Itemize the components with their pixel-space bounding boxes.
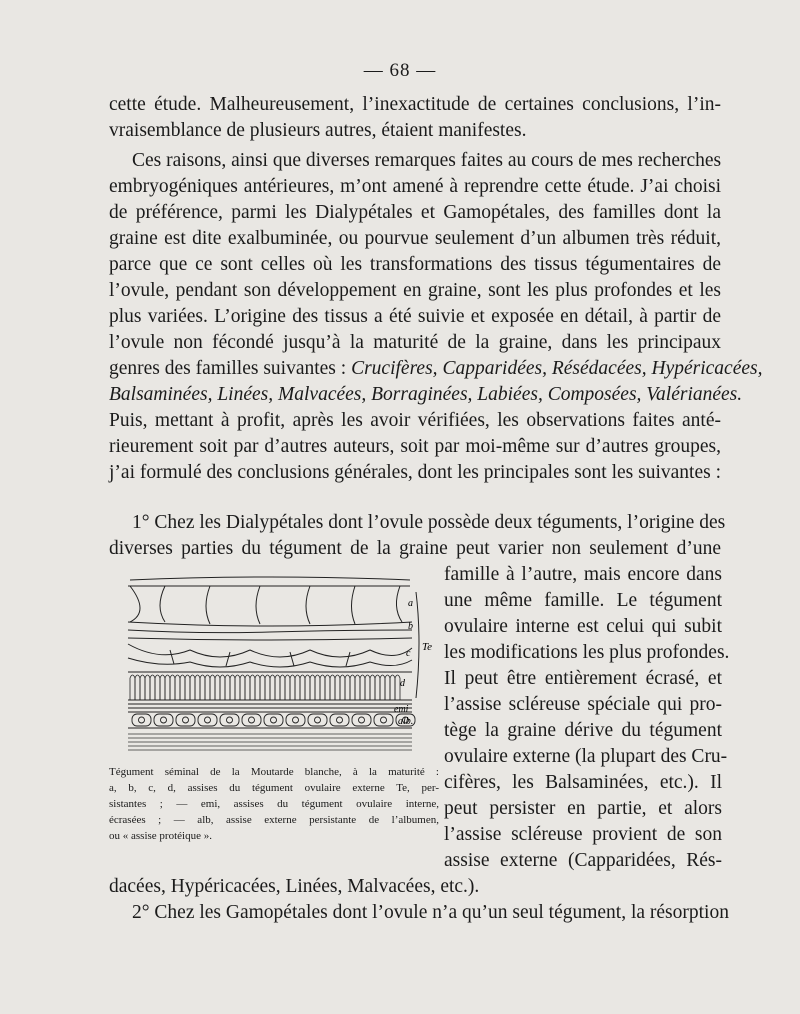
text-line: rieurement soit par d’autres auteurs, soit par moi-même sur d’autres groupes, bbox=[109, 436, 721, 457]
albumen-cell bbox=[154, 714, 173, 726]
palisade-cell bbox=[260, 675, 265, 700]
text-line: l’assise scléreuse spéciale qui pro- bbox=[444, 694, 722, 715]
text-line: 1° Chez les Dialypétales dont l’ovule possède deux téguments, l’origine des bbox=[132, 512, 726, 533]
albumen-cell-nucleus bbox=[249, 717, 255, 723]
family-borraginees: Borraginées, bbox=[371, 384, 473, 405]
palisade-cell bbox=[155, 675, 160, 700]
text-line: diverses parties du tégument de la graine peut varier non seulement d’une bbox=[109, 538, 721, 559]
caption-line: a, b, c, d, assises du tégument ovulaire externe Te, per- bbox=[109, 782, 439, 794]
albumen-cell bbox=[176, 714, 195, 726]
palisade-cell bbox=[370, 675, 375, 700]
text-line: Puis, mettant à profit, après les avoir vérifiées, les observations faites anté- bbox=[109, 410, 721, 431]
palisade-cell bbox=[165, 675, 170, 700]
text-line: cifères, les Balsaminées, etc.). Il bbox=[444, 772, 722, 793]
albumen-cell-nucleus bbox=[315, 717, 321, 723]
albumen-cell-nucleus bbox=[381, 717, 387, 723]
family-resedacees: Résédacées, bbox=[551, 358, 647, 379]
figure-label-emi: emi bbox=[394, 704, 409, 715]
seed-coat-illustration bbox=[110, 572, 436, 762]
families-prefix: genres des familles suivantes : bbox=[109, 358, 352, 379]
text-line: tège la graine dérive du tégument bbox=[444, 720, 722, 741]
text-line: assise externe (Capparidées, Rés- bbox=[444, 850, 722, 871]
seed-coat-figure bbox=[110, 572, 436, 762]
family-valerianees: Valérianées. bbox=[646, 384, 743, 405]
palisade-cell bbox=[345, 675, 350, 700]
palisade-cell bbox=[335, 675, 340, 700]
palisade-cell bbox=[355, 675, 360, 700]
palisade-cell bbox=[280, 675, 285, 700]
palisade-cell bbox=[255, 675, 260, 700]
albumen-cell bbox=[352, 714, 371, 726]
text-line: l’ovule, pendant son développement en graine, sont les plus profondes et les bbox=[109, 280, 721, 301]
page-number: — 68 — bbox=[363, 60, 437, 81]
caption-line: ou « assise protéique ». bbox=[109, 830, 212, 842]
palisade-cell bbox=[380, 675, 385, 700]
palisade-cell bbox=[265, 675, 270, 700]
palisade-cell bbox=[290, 675, 295, 700]
palisade-cell bbox=[385, 675, 390, 700]
family-labiees: Labiées, bbox=[477, 384, 543, 405]
palisade-cell bbox=[215, 675, 220, 700]
albumen-cell bbox=[308, 714, 327, 726]
palisade-cell bbox=[390, 675, 395, 700]
figure-label-d: d bbox=[400, 678, 405, 689]
caption-line: écrasées ; — alb, assise externe persistante de l’albumen, bbox=[109, 814, 439, 826]
figure-label-c: c bbox=[406, 648, 411, 659]
palisade-cell bbox=[360, 675, 365, 700]
caption-line: sistantes ; — emi, assises du tégument ovulaire interne, bbox=[109, 798, 439, 810]
palisade-cell bbox=[195, 675, 200, 700]
albumen-cell bbox=[198, 714, 217, 726]
family-composees: Composées, bbox=[547, 384, 642, 405]
text-line: j’ai formulé des conclusions générales, dont les principales sont les suivantes : bbox=[109, 462, 721, 483]
palisade-cell bbox=[270, 675, 275, 700]
palisade-cell bbox=[250, 675, 255, 700]
albumen-cell bbox=[242, 714, 261, 726]
text-line: plus variées. L’origine des tissus a été suivie et exposée en détail, à partir de bbox=[109, 306, 721, 327]
figure-label-alb: alb. bbox=[398, 716, 414, 727]
palisade-cell bbox=[130, 675, 135, 700]
family-malvacees: Malvacées, bbox=[278, 384, 367, 405]
palisade-cell bbox=[365, 675, 370, 700]
albumen-cell bbox=[286, 714, 305, 726]
caption-line: Tégument séminal de la Moutarde blanche, à la maturité : bbox=[109, 766, 439, 778]
palisade-cell bbox=[135, 675, 140, 700]
palisade-cell bbox=[140, 675, 145, 700]
palisade-cell bbox=[180, 675, 185, 700]
palisade-cell bbox=[225, 675, 230, 700]
text-line: dacées, Hypéricacées, Linées, Malvacées, etc.). bbox=[109, 876, 480, 897]
text-line: l’assise scléreuse provient de son bbox=[444, 824, 722, 845]
palisade-cell bbox=[275, 675, 280, 700]
palisade-cell bbox=[210, 675, 215, 700]
palisade-cell bbox=[285, 675, 290, 700]
palisade-cell bbox=[315, 675, 320, 700]
palisade-cell bbox=[300, 675, 305, 700]
text-line-families bbox=[109, 356, 763, 382]
palisade-cell bbox=[325, 675, 330, 700]
text-line: une même famille. Le tégument bbox=[444, 590, 722, 611]
family-balsaminees: Balsaminées, bbox=[109, 384, 213, 405]
palisade-cell bbox=[145, 675, 150, 700]
text-line: parce que ce sont celles où les transformations des tissus tégumentaires de bbox=[109, 254, 721, 275]
family-cruciferes: Crucifères, bbox=[351, 358, 438, 379]
albumen-cell-nucleus bbox=[227, 717, 233, 723]
figure-caption bbox=[109, 764, 439, 844]
text-line: peut persister en partie, et alors bbox=[444, 798, 722, 819]
text-line: les modifications les plus profondes. bbox=[444, 642, 730, 663]
palisade-cell bbox=[240, 675, 245, 700]
albumen-cell-nucleus bbox=[337, 717, 343, 723]
palisade-cell bbox=[200, 675, 205, 700]
albumen-cell bbox=[374, 714, 393, 726]
palisade-cell bbox=[175, 675, 180, 700]
text-line: Ces raisons, ainsi que diverses remarques faites au cours de mes recherches bbox=[132, 150, 722, 171]
text-line: de préférence, parmi les Dialypétales et Gamopétales, des familles dont la bbox=[109, 202, 721, 223]
albumen-cell bbox=[220, 714, 239, 726]
text-line: 2° Chez les Gamopétales dont l’ovule n’a qu’un seul tégument, la résorption bbox=[132, 902, 729, 923]
figure-label-b: b bbox=[408, 621, 413, 632]
albumen-cell-nucleus bbox=[271, 717, 277, 723]
palisade-cell bbox=[305, 675, 310, 700]
palisade-cell bbox=[245, 675, 250, 700]
palisade-cell bbox=[320, 675, 325, 700]
text-line: cette étude. Malheureusement, l’inexactitude de certaines conclusions, l’in- bbox=[109, 94, 721, 115]
palisade-cell bbox=[160, 675, 165, 700]
albumen-cell-nucleus bbox=[359, 717, 365, 723]
palisade-cell bbox=[330, 675, 335, 700]
figure-label-te: Te bbox=[422, 641, 432, 653]
palisade-cell bbox=[220, 675, 225, 700]
albumen-cell bbox=[264, 714, 283, 726]
text-line: l’ovule non fécondé jusqu’à la maturité de la graine, dans les principaux bbox=[109, 332, 721, 353]
text-line: famille à l’autre, mais encore dans bbox=[444, 564, 722, 585]
palisade-cell bbox=[230, 675, 235, 700]
text-line: ovulaire interne est celui qui subit bbox=[444, 616, 722, 637]
albumen-cell-nucleus bbox=[293, 717, 299, 723]
albumen-cell bbox=[132, 714, 151, 726]
text-line: vraisemblance de plusieurs autres, étaient manifestes. bbox=[109, 120, 527, 141]
albumen-cell-nucleus bbox=[205, 717, 211, 723]
palisade-cell bbox=[205, 675, 210, 700]
family-linees: Linées, bbox=[217, 384, 274, 405]
palisade-cell bbox=[185, 675, 190, 700]
text-line: graine est dite exalbuminée, ou pourvue seulement d’un albumen très réduit, bbox=[109, 228, 721, 249]
palisade-cell bbox=[375, 675, 380, 700]
palisade-cell bbox=[340, 675, 345, 700]
palisade-cell bbox=[310, 675, 315, 700]
albumen-cell-nucleus bbox=[139, 717, 145, 723]
text-line: ovulaire externe (la plupart des Cru- bbox=[444, 746, 728, 767]
albumen-cell bbox=[330, 714, 349, 726]
palisade-cell bbox=[295, 675, 300, 700]
text-line: embryogéniques antérieures, m’ont amené à reprendre cette étude. J’ai choisi bbox=[109, 176, 721, 197]
family-hypericacees: Hypéricacées, bbox=[651, 358, 763, 379]
text-line-families-2 bbox=[109, 382, 743, 408]
palisade-cell bbox=[170, 675, 175, 700]
figure-label-a: a bbox=[408, 598, 413, 609]
text-line: Il peut être entièrement écrasé, et bbox=[444, 668, 722, 689]
albumen-cell-nucleus bbox=[161, 717, 167, 723]
palisade-cell bbox=[150, 675, 155, 700]
family-capparidees: Capparidées, bbox=[442, 358, 547, 379]
palisade-cell bbox=[235, 675, 240, 700]
palisade-cell bbox=[350, 675, 355, 700]
palisade-cell bbox=[190, 675, 195, 700]
albumen-cell-nucleus bbox=[183, 717, 189, 723]
